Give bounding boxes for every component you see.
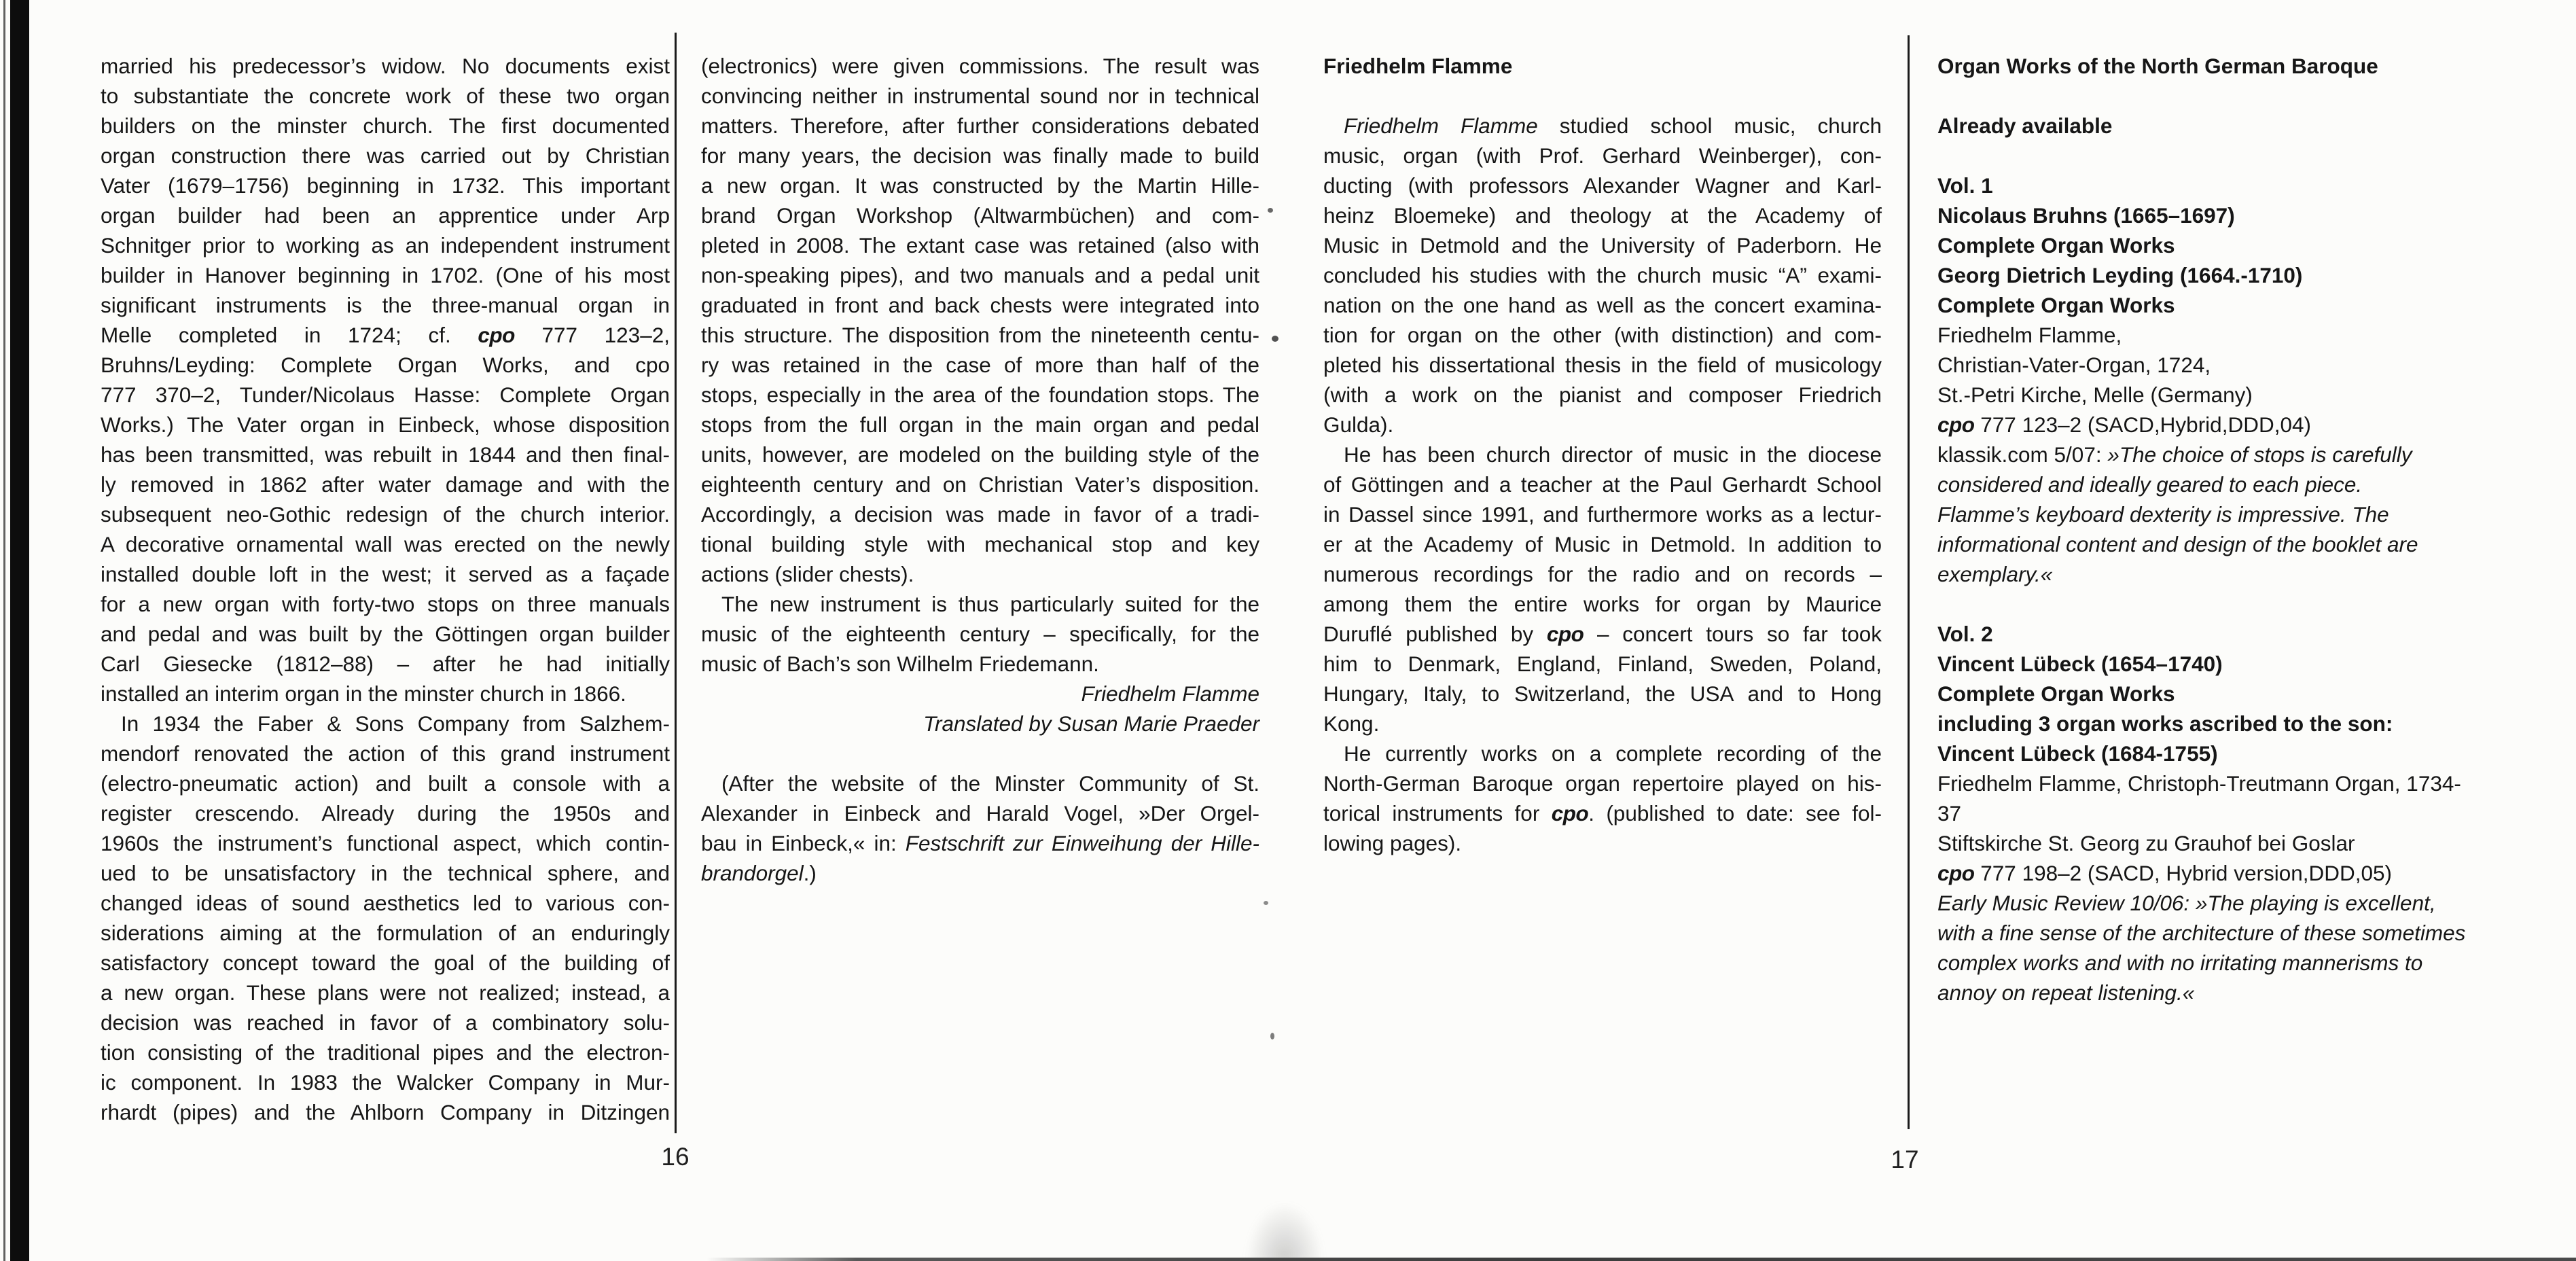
text-line: for many years, the decision was finally made to build — [701, 143, 1259, 168]
text-line: changed ideas of sound aesthetics led to various con- — [101, 891, 670, 915]
text-line: Schnitger prior to working as an independent instrument — [101, 233, 670, 257]
text-line: Christian-Vater-Organ, 1724, — [1937, 353, 2211, 377]
text-line: He has been church director of music in the diocese — [1344, 442, 1882, 467]
scan-smudge — [1247, 1204, 1323, 1261]
text-line: nation on the one hand as well as the concert examina- — [1323, 293, 1882, 317]
text-line: er at the Academy of Music in Detmold. In addition to — [1323, 532, 1882, 556]
text-line: (electro-pneumatic action) and built a console with a — [101, 771, 670, 796]
text-line: Vol. 2 — [1937, 622, 1993, 646]
text-line: him to Denmark, England, Finland, Sweden, Poland, — [1323, 652, 1882, 676]
text-line: decision was reached in favor of a combinatory solu- — [101, 1010, 670, 1035]
text-line: stops, especially in the area of the foundation stops. The — [701, 383, 1259, 407]
text-line: A decorative ornamental wall was erected on the newly — [101, 532, 670, 556]
text-line: Alexander in Einbeck and Harald Vogel, »Der Orgel- — [701, 801, 1259, 825]
text-line: tion consisting of the traditional pipes and the electron- — [101, 1040, 670, 1065]
text-line: (electronics) were given commissions. The result was — [701, 54, 1259, 78]
text-line: eighteenth century and on Christian Vater’s disposition. — [701, 472, 1259, 497]
blank-line — [701, 739, 1259, 768]
text-line: Duruflé published by cpo – concert tours so far took — [1323, 622, 1882, 646]
text-line: subsequent neo-Gothic redesign of the church interior. — [101, 502, 670, 527]
text-line: Already available — [1937, 113, 2113, 138]
text-line: in Dassel since 1991, and furthermore works as a lectur- — [1323, 502, 1882, 527]
text-line: cpo 777 198–2 (SACD, Hybrid version,DDD,05) — [1937, 861, 2393, 885]
text-line: (After the website of the Minster Community of St. — [721, 771, 1259, 796]
text-line: lowing pages). — [1323, 831, 1462, 855]
text-line: exemplary.« — [1937, 562, 2053, 586]
text-line: Nicolaus Bruhns (1665–1697) — [1937, 203, 2235, 228]
text-line: of Göttingen and a teacher at the Paul Gerhardt School — [1323, 472, 1882, 497]
text-line: Bruhns/Leyding: Complete Organ Works, and cpo — [101, 353, 670, 377]
text-line: Translated by Susan Marie Praeder — [923, 711, 1259, 736]
text-line: annoy on repeat listening.« — [1937, 980, 2195, 1005]
text-line: 37 — [1937, 801, 1962, 825]
text-line: Carl Giesecke (1812–88) – after he had initially — [101, 652, 670, 676]
text-line: ly removed in 1862 after water damage and with the — [101, 472, 670, 497]
text-line: 1960s the instrument’s functional aspect, which contin- — [101, 831, 670, 855]
text-line: this structure. The disposition from the nineteenth centu- — [701, 323, 1259, 347]
text-line: St.-Petri Kirche, Melle (Germany) — [1937, 383, 2253, 407]
text-line: Friedhelm Flamme, — [1937, 323, 2122, 347]
text-line: non-speaking pipes), and two manuals and a pedal unit — [701, 263, 1259, 287]
text-line: considered and ideally geared to each piece. — [1937, 472, 2363, 497]
text-line: builders on the minster church. The first documented — [101, 113, 670, 138]
cpo-label: cpo — [478, 323, 515, 347]
text-line: for a new organ with forty-two stops on three manuals — [101, 592, 670, 616]
cpo-label: cpo — [1937, 861, 1975, 885]
text-line: heinz Bloemeke) and theology at the Academy of — [1323, 203, 1882, 228]
text-line: brand Organ Workshop (Altwarmbüchen) and com- — [701, 203, 1259, 228]
blank-line — [1937, 141, 2515, 171]
text-line: Friedhelm Flamme — [1081, 681, 1259, 706]
text-line: Music in Detmold and the University of Paderborn. He — [1323, 233, 1882, 257]
text-line: Kong. — [1323, 711, 1380, 736]
spine-black-bar — [10, 0, 29, 1261]
text-line: builder in Hanover beginning in 1702. (One of his most — [101, 263, 670, 287]
text-line: Vincent Lübeck (1684-1755) — [1937, 741, 2218, 766]
text-line: among them the entire works for organ by Maurice — [1323, 592, 1882, 616]
text-line: He currently works on a complete recording of the — [1344, 741, 1882, 766]
text-column-right-page-1 — [1323, 51, 1882, 858]
text-line: installed double loft in the west; it served as a façade — [101, 562, 670, 586]
text-line: significant instruments is the three-manual organ in — [101, 293, 670, 317]
scan-bottom-edge-line — [706, 1258, 2576, 1261]
text-line: has been transmitted, was rebuilt in 1844 and then final- — [101, 442, 670, 467]
text-line: pleted his dissertational thesis in the field of musicology — [1323, 353, 1882, 377]
blank-line — [1323, 81, 1882, 111]
column-divider-right-page — [1908, 35, 1910, 1129]
text-line: Vincent Lübeck (1654–1740) — [1937, 652, 2223, 676]
text-column-left-page-2 — [701, 51, 1259, 888]
text-line: satisfactory concept toward the goal of the building of — [101, 951, 670, 975]
text-line: cpo 777 123–2 (SACD,Hybrid,DDD,04) — [1937, 412, 2311, 437]
text-line: music of the eighteenth century – specifically, for the — [701, 622, 1259, 646]
text-line: to substantiate the concrete work of these two organ — [101, 84, 670, 108]
text-line: rhardt (pipes) and the Ahlborn Company in Ditzingen — [101, 1100, 670, 1124]
cpo-label: cpo — [1546, 622, 1584, 646]
text-line: including 3 organ works ascribed to the son: — [1937, 711, 2393, 736]
text-line: ued to be unsatisfactory in the technical sphere, and — [101, 861, 670, 885]
blank-line — [1937, 81, 2515, 111]
text-line: graduated in front and back chests were integrated into — [701, 293, 1259, 317]
text-column-left-page-1 — [101, 51, 670, 1127]
text-line: tion for organ on the other (with distinction) and com- — [1323, 323, 1882, 347]
text-line: numerous recordings for the radio and on records – — [1323, 562, 1882, 586]
text-line: music of Bach’s son Wilhelm Friedemann. — [701, 652, 1099, 676]
text-line: Complete Organ Works — [1937, 233, 2175, 257]
text-line: Flamme’s keyboard dexterity is impressive. The — [1937, 502, 2389, 527]
text-line: music, organ (with Prof. Gerhard Weinberger), con- — [1323, 143, 1882, 168]
text-line: (with a work on the pianist and composer Friedrich — [1323, 383, 1882, 407]
text-line: concluded his studies with the church music “A” exami- — [1323, 263, 1882, 287]
page-spine-edge — [0, 0, 35, 1261]
text-line: register crescendo. Already during the 1950s and — [101, 801, 670, 825]
text-line: convincing neither in instrumental sound nor in technical — [701, 84, 1259, 108]
text-line: 777 370–2, Tunder/Nicolaus Hasse: Complete Organ — [101, 383, 670, 407]
spine-scratch-line — [3, 0, 5, 1261]
text-line: matters. Therefore, after further considerations debated — [701, 113, 1259, 138]
text-line: Vater (1679–1756) beginning in 1732. This important — [101, 173, 670, 198]
cpo-label: cpo — [1937, 412, 1975, 437]
page-number-left: 16 — [661, 1143, 690, 1171]
column-divider-left-page — [675, 33, 677, 1133]
text-line: married his predecessor’s widow. No documents exist — [101, 54, 670, 78]
text-line: klassik.com 5/07: »The choice of stops is carefully — [1937, 442, 2412, 467]
text-line: Complete Organ Works — [1937, 293, 2175, 317]
text-line: bau in Einbeck,« in: Festschrift zur Einweihung der Hille- — [701, 831, 1259, 855]
cpo-label: cpo — [1551, 801, 1589, 825]
text-line: a new organ. These plans were not realized; instead, a — [101, 980, 670, 1005]
text-line: a new organ. It was constructed by the Martin Hille- — [701, 173, 1259, 198]
text-line: and pedal and was built by the Göttingen organ builder — [101, 622, 670, 646]
text-line: actions (slider chests). — [701, 562, 914, 586]
text-line: organ builder had been an apprentice under Arp — [101, 203, 670, 228]
text-line: Early Music Review 10/06: »The playing is excellent, — [1937, 891, 2436, 915]
text-line: ducting (with professors Alexander Wagner and Karl- — [1323, 173, 1882, 198]
text-line: North-German Baroque organ repertoire played on his- — [1323, 771, 1882, 796]
text-line: The new instrument is thus particularly suited for the — [721, 592, 1259, 616]
text-line: tional building style with mechanical stop and key — [701, 532, 1259, 556]
text-line: Georg Dietrich Leyding (1664.-1710) — [1937, 263, 2303, 287]
text-line: In 1934 the Faber & Sons Company from Salzhem- — [121, 711, 670, 736]
text-line: Melle completed in 1724; cf. cpo 777 123–2, — [101, 323, 670, 347]
text-line: brandorgel.) — [701, 861, 817, 885]
text-line: Vol. 1 — [1937, 173, 1993, 198]
text-line: Accordingly, a decision was made in favor of a tradi- — [701, 502, 1259, 527]
text-line: Friedhelm Flamme studied school music, church — [1344, 113, 1882, 138]
text-line: ic component. In 1983 the Walcker Company in Mur- — [101, 1070, 670, 1095]
text-line: Stiftskirche St. Georg zu Grauhof bei Goslar — [1937, 831, 2355, 855]
text-line: mendorf renovated the action of this grand instrument — [101, 741, 670, 766]
text-line: informational content and design of the booklet are — [1937, 532, 2418, 556]
text-line: ry was retained in the case of more than half of the — [701, 353, 1259, 377]
text-line: siderations aiming at the formulation of an enduringly — [101, 921, 670, 945]
text-line: pleted in 2008. The extant case was retained (also with — [701, 233, 1259, 257]
text-line: Friedhelm Flamme, Christoph-Treutmann Organ, 1734- — [1937, 771, 2461, 796]
text-line: Gulda). — [1323, 412, 1394, 437]
text-line: Organ Works of the North German Baroque — [1937, 54, 2378, 78]
text-line: units, however, are modeled on the building style of the — [701, 442, 1259, 467]
page-number-right: 17 — [1891, 1145, 1919, 1173]
scan-speck — [1268, 208, 1273, 213]
text-line: Friedhelm Flamme — [1323, 54, 1513, 78]
scan-speck — [1270, 1033, 1274, 1040]
text-line: installed an interim organ in the minster church in 1866. — [101, 681, 626, 706]
text-line: Hungary, Italy, to Switzerland, the USA and to Hong — [1323, 681, 1882, 706]
text-line: Works.) The Vater organ in Einbeck, whose disposition — [101, 412, 670, 437]
scan-speck — [1272, 336, 1278, 342]
scan-speck — [1264, 901, 1268, 905]
text-line: with a fine sense of the architecture of these sometimes — [1937, 921, 2466, 945]
text-line: complex works and with no irritating mannerisms to — [1937, 951, 2423, 975]
text-column-right-page-2 — [1937, 51, 2515, 1008]
blank-line — [1937, 589, 2515, 619]
text-line: Complete Organ Works — [1937, 681, 2175, 706]
text-line: torical instruments for cpo. (published to date: see fol- — [1323, 801, 1882, 825]
text-line: stops from the full organ in the main organ and pedal — [701, 412, 1259, 437]
text-line: organ construction there was carried out by Christian — [101, 143, 670, 168]
